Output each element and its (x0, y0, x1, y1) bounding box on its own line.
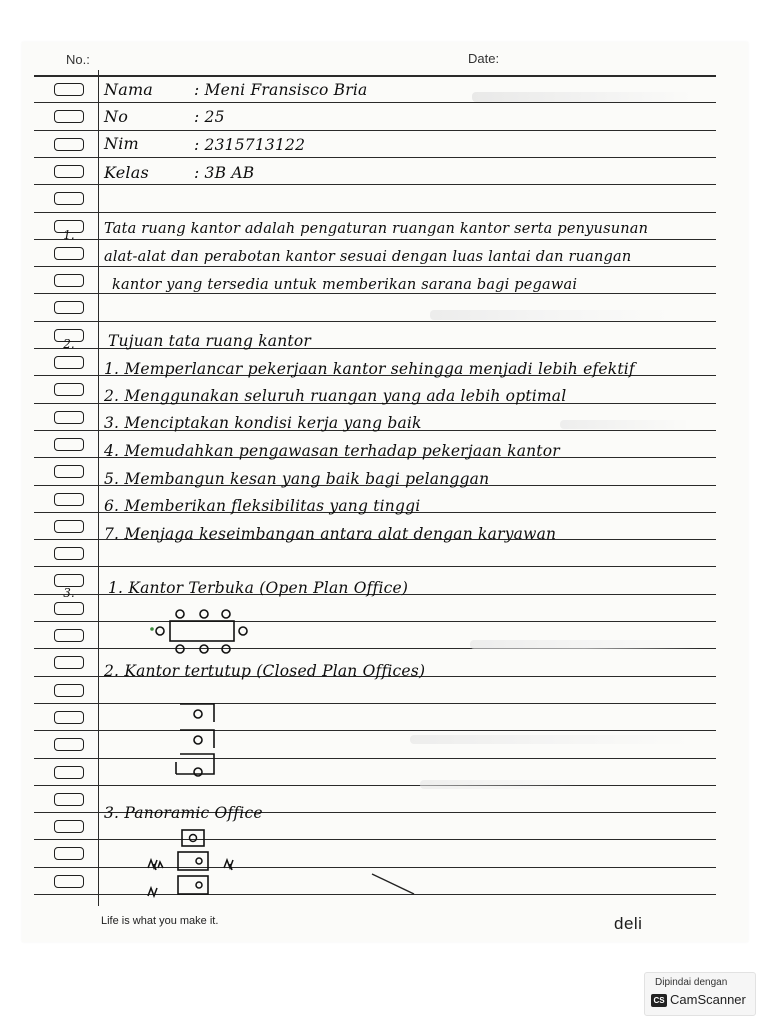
kelas-value: : 3B AB (194, 164, 255, 182)
q2-title: Tujuan tata ruang kantor (108, 332, 311, 350)
no-label: No.: (66, 52, 90, 67)
camscanner-badge (644, 972, 756, 1016)
ruled-line (34, 730, 716, 731)
q2-item-1: 1. Memperlancar pekerjaan kantor sehingga menjadi lebih efektif (104, 360, 635, 378)
kelas-label: Kelas (104, 163, 149, 182)
margin-checkbox (54, 711, 84, 724)
ruled-line (34, 703, 716, 704)
q2-item-3: 3. Menciptakan kondisi kerja yang baik (104, 414, 422, 432)
ruled-line (34, 867, 716, 868)
question-number-1: 1. (63, 228, 75, 242)
stray-pen-stroke (370, 872, 420, 898)
q1-line-2: alat-alat dan perabotan kantor sesuai dengan luas lantai dan ruangan (104, 249, 632, 265)
q2-item-5: 5. Membangun kesan yang baik bagi pelanggan (104, 470, 490, 488)
camscanner-icon: CS (651, 994, 667, 1007)
brand-logo: deli (614, 914, 643, 933)
ruled-line (34, 758, 716, 759)
nim-value: : 2315713122 (194, 136, 306, 154)
ruled-line (34, 785, 716, 786)
q1-line-3: kantor yang tersedia untuk memberikan sarana bagi pegawai (112, 277, 578, 293)
margin-checkbox (54, 465, 84, 478)
no-field-label: No (104, 107, 129, 126)
margin-checkbox (54, 793, 84, 806)
margin-checkbox (54, 875, 84, 888)
ruled-line (34, 839, 716, 840)
margin-checkbox (54, 547, 84, 560)
q3-item-2: 2. Kantor tertutup (Closed Plan Offices) (104, 662, 426, 680)
ruled-line (34, 293, 716, 294)
scanner-brand: CamScanner (670, 992, 746, 1007)
ruled-line (34, 321, 716, 322)
ruled-line (34, 102, 716, 103)
margin-checkbox (54, 165, 84, 178)
margin-checkbox (54, 738, 84, 751)
page-slogan: Life is what you make it. (101, 915, 219, 927)
scanner-caption: Dipindai dengan (655, 977, 728, 988)
panoramic-sketch (144, 828, 244, 902)
q3-item-1: 1. Kantor Terbuka (Open Plan Office) (108, 579, 409, 597)
margin-checkbox (54, 301, 84, 314)
ruled-line (34, 566, 716, 567)
margin-checkbox (54, 684, 84, 697)
nim-label: Nim (104, 134, 139, 153)
margin-checkbox (54, 520, 84, 533)
margin-checkbox (54, 192, 84, 205)
q2-item-2: 2. Menggunakan seluruh ruangan yang ada lebih optimal (104, 387, 567, 405)
ruled-line (34, 621, 716, 622)
closed-plan-sketch (172, 702, 222, 780)
question-number-3: 3. (63, 586, 75, 600)
ruled-line (34, 184, 716, 185)
ruled-line (34, 239, 716, 240)
open-plan-sketch (146, 608, 256, 658)
margin-checkbox (54, 411, 84, 424)
ruled-line (34, 75, 716, 77)
date-label: Date: (468, 51, 500, 66)
margin-checkbox (54, 766, 84, 779)
margin-checkbox (54, 83, 84, 96)
ruled-line (34, 212, 716, 213)
margin-checkbox (54, 247, 84, 260)
margin-checkbox (54, 383, 84, 396)
question-number-2: 2. (63, 337, 75, 351)
margin-checkbox (54, 493, 84, 506)
q3-item-3: 3. Panoramic Office (104, 804, 263, 822)
q1-line-1: Tata ruang kantor adalah pengaturan ruangan kantor serta penyusunan (104, 221, 649, 237)
margin-checkbox (54, 274, 84, 287)
margin-checkbox (54, 110, 84, 123)
nama-label: Nama (104, 80, 154, 99)
margin-checkbox (54, 629, 84, 642)
margin-checkbox (54, 438, 84, 451)
no-value: : 25 (194, 108, 225, 126)
margin-checkbox (54, 356, 84, 369)
margin-checkbox (54, 602, 84, 615)
margin-checkbox (54, 847, 84, 860)
ruled-line (34, 266, 716, 267)
nama-value: : Meni Fransisco Bria (194, 81, 368, 99)
q2-item-7: 7. Menjaga keseimbangan antara alat dengan karyawan (104, 525, 557, 543)
ruled-line (34, 157, 716, 158)
margin-checkbox (54, 138, 84, 151)
q2-item-4: 4. Memudahkan pengawasan terhadap pekerjaan kantor (104, 442, 560, 460)
margin-line (98, 70, 99, 906)
ruled-line (34, 130, 716, 131)
margin-checkbox (54, 656, 84, 669)
margin-checkbox (54, 820, 84, 833)
q2-item-6: 6. Memberikan fleksibilitas yang tinggi (104, 497, 421, 515)
